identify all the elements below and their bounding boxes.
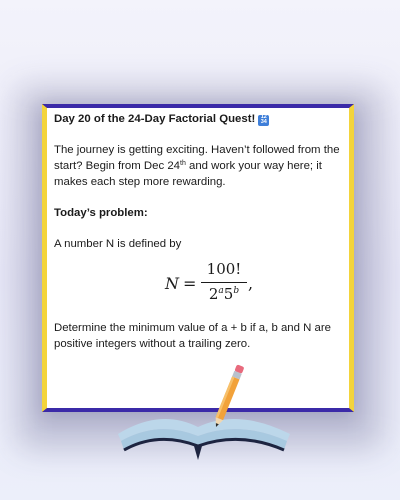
formula-exponent-1: a — [218, 286, 224, 296]
formula-equals: = — [183, 274, 197, 293]
emoji-bottom-digits: 34 — [260, 119, 267, 125]
formula-base-1: 2 — [208, 285, 219, 303]
input-numbers-icon — [258, 115, 269, 126]
problem-heading: Today’s problem: — [54, 207, 148, 219]
problem-intro: A number N is defined by — [54, 238, 182, 250]
formula — [54, 260, 343, 310]
formula-comma: , — [248, 274, 254, 293]
problem-card — [42, 104, 354, 412]
intro-paragraph-end: and work your way here; it makes each step more rewarding. — [54, 160, 322, 188]
book-spine — [194, 446, 202, 460]
intro-paragraph — [54, 142, 343, 190]
formula-lhs: N — [165, 274, 179, 293]
problem-question: Determine the minimum value of a + b if a, b and N are positive integers without a trailing zero. — [54, 322, 331, 350]
intro-paragraph-sup: th — [180, 160, 186, 167]
emoji-top-digits: 12 — [260, 113, 267, 120]
formula-numerator: 100! — [206, 260, 242, 278]
intro-paragraph-start: The journey is getting exciting. Haven’t followed from the start? Begin from Dec 24 — [54, 144, 340, 172]
card-content — [54, 111, 343, 352]
formula-fraction-bar — [201, 282, 247, 283]
formula-exponent-2: b — [233, 286, 240, 296]
card-title — [54, 111, 343, 127]
formula-denominator — [201, 286, 247, 302]
formula-base-2: 5 — [223, 285, 234, 303]
card-title-text: Day 20 of the 24-Day Factorial Quest! — [54, 113, 256, 125]
